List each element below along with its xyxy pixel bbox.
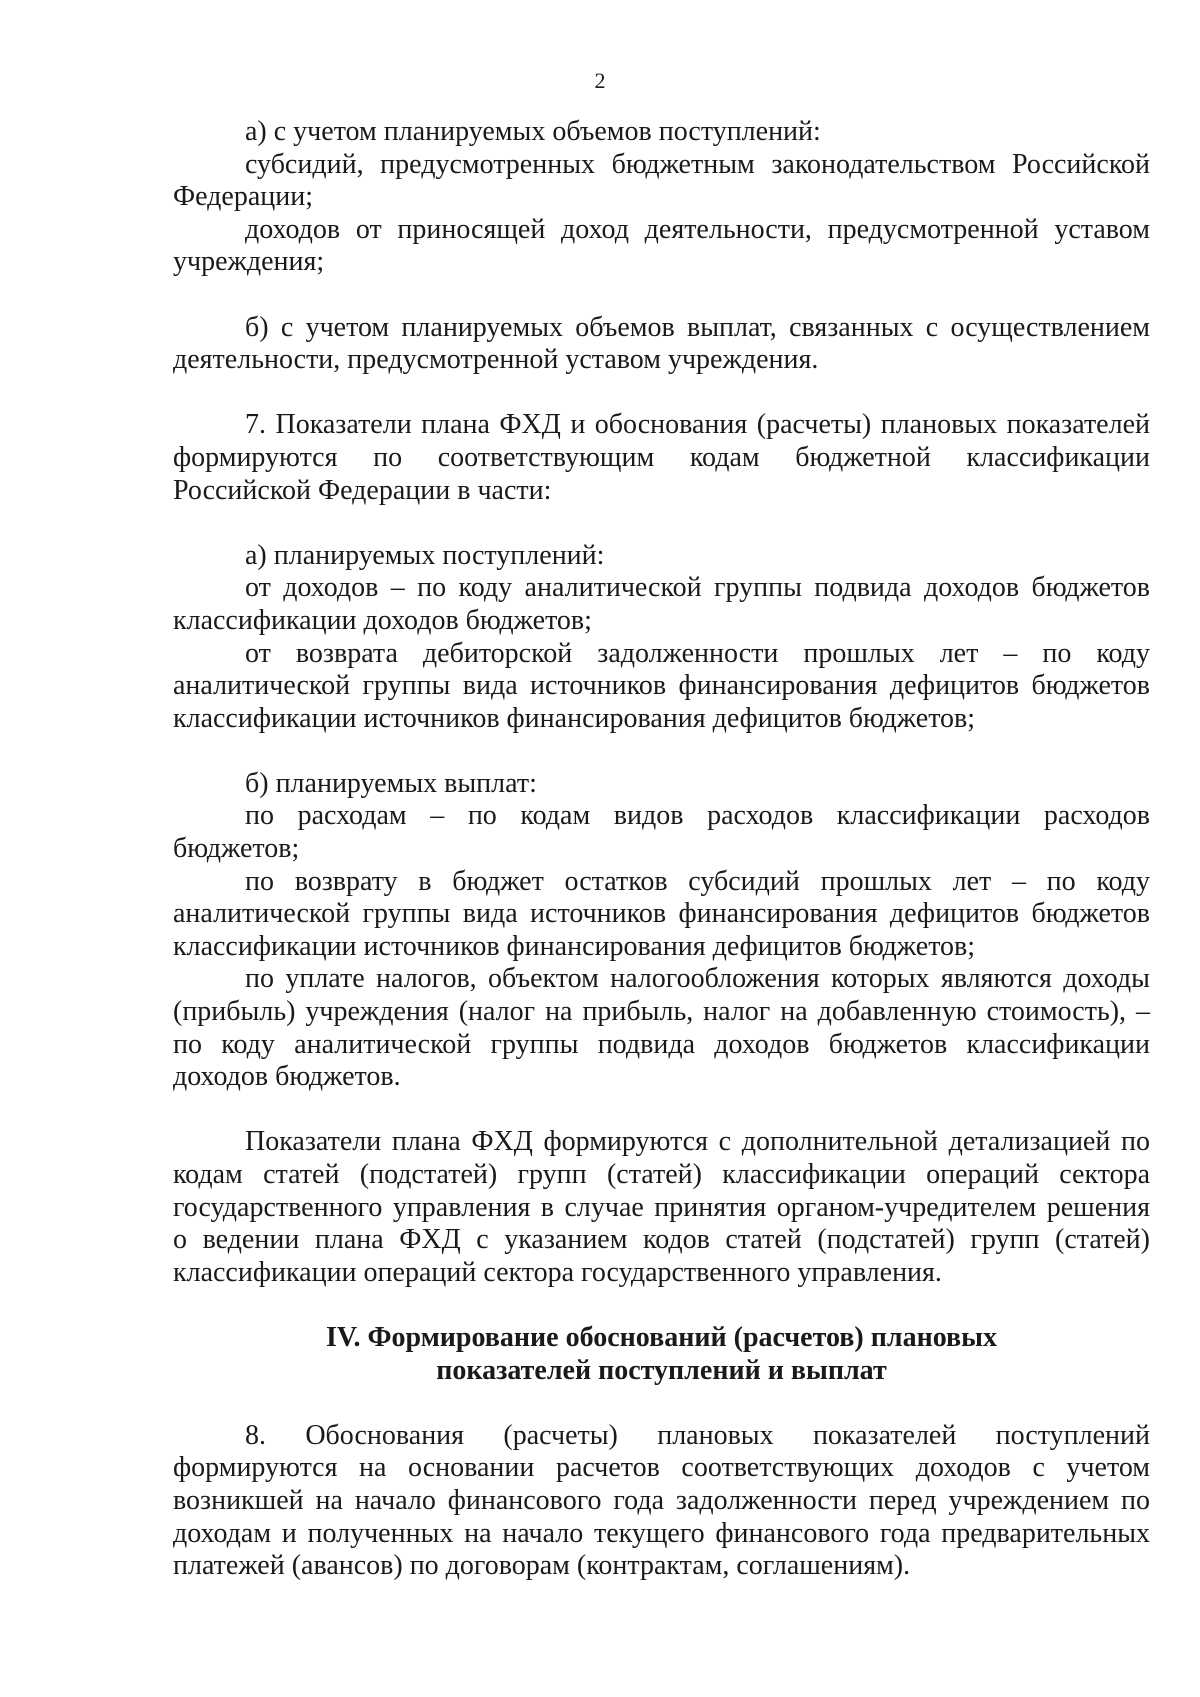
paragraph: а) с учетом планируемых объемов поступлений: <box>245 116 821 147</box>
paragraph: Показатели плана ФХД формируются с дополнительной детализацией по кодам статей (подстатей) групп (статей) классификации операций сектора государственного управления в случае принятия органом-учредителем решения о ведении плана ФХД с указанием кодов статей (подстатей) групп (статей) классификации операций сектора государственного управления. <box>173 1126 1150 1288</box>
paragraph: б) планируемых выплат: <box>245 767 537 799</box>
paragraph: по возврату в бюджет остатков субсидий прошлых лет – по коду аналитической группы вида источников финансирования дефицитов бюджетов классификации источников финансирования дефицитов бюджетов; <box>173 865 1150 962</box>
paragraph: по уплате налогов, объектом налогообложения которых являются доходы (прибыль) учреждения (налог на прибыль, налог на добавленную стоимость), – по коду аналитической группы подвида доходов бюджетов классификации доходов бюджетов. <box>173 963 1150 1093</box>
section-heading-line2: показателей поступлений и выплат <box>436 1354 887 1386</box>
section-heading <box>173 1322 1150 1387</box>
page-number: 2 <box>594 68 606 93</box>
paragraph: а) планируемых поступлений: <box>245 539 605 571</box>
paragraph: от доходов – по коду аналитической группы подвида доходов бюджетов классификации доходов бюджетов; <box>173 572 1150 636</box>
paragraph: по расходам – по кодам видов расходов классификации расходов бюджетов; <box>173 800 1150 865</box>
paragraph: 8. Обоснования (расчеты) плановых показателей поступлений формируются на основании расчетов соответствующих доходов с учетом возникшей на начало финансового года задолженности перед учреждением по доходам и полученных на начало текущего финансового года предварительных платежей (авансов) по договорам (контрактам, соглашениям). <box>173 1419 1150 1582</box>
paragraph: от возврата дебиторской задолженности прошлых лет – по коду аналитической группы вида источников финансирования дефицитов бюджетов классификации источников финансирования дефицитов бюджетов; <box>173 637 1150 734</box>
paragraph: б) с учетом планируемых объемов выплат, связанных с осуществлением деятельности, предусмотренной уставом учреждения. <box>173 311 1150 376</box>
section-heading-line1: IV. Формирование обоснований (расчетов) плановых <box>326 1321 997 1353</box>
document-body <box>173 116 1150 1583</box>
paragraph: субсидий, предусмотренных бюджетным законодательством Российской Федерации; <box>173 148 1150 213</box>
paragraph: 7. Показатели плана ФХД и обоснования (расчеты) плановых показателей формируются по соответствующим кодам бюджетной классификации Российской Федерации в части: <box>173 409 1150 506</box>
paragraph: доходов от приносящей доход деятельности, предусмотренной уставом учреждения; <box>173 213 1150 278</box>
